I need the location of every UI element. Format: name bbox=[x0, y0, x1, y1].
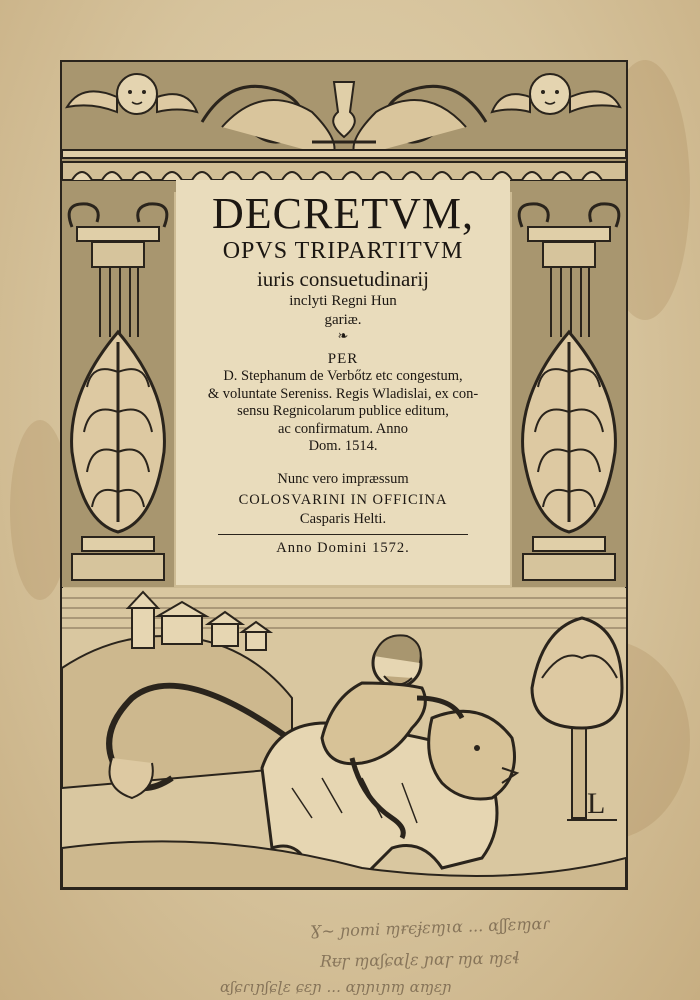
fleuron-icon: ❧ bbox=[337, 329, 349, 344]
body-line-3: sensu Regnicolarum publice editum, bbox=[237, 403, 449, 419]
right-column-ornament bbox=[512, 192, 626, 587]
nunc-line: Nunc vero impræssum bbox=[277, 470, 409, 487]
body-line-5: Dom. 1514. bbox=[308, 438, 378, 454]
handwritten-inscription: Ɣ~ ɲomi ɱɍϵɉɛɱɩɑ ... ɑʃʃɛɱɑɾ bbox=[309, 913, 550, 942]
title-line-4: inclyti Regni Hun bbox=[289, 293, 397, 309]
imprint-year: Anno Domini 1572. bbox=[276, 539, 410, 556]
left-column-ornament bbox=[62, 192, 174, 587]
page-subtitle: OPVS TRIPARTITVM bbox=[222, 238, 464, 264]
title-text-block bbox=[176, 180, 510, 585]
page-title: DECRETVM, bbox=[212, 189, 474, 238]
handwritten-inscription: Rᵾɼ ɱɑʃɕɑɭɛ ɲɑɼ ɱɑ ɱɛɬ bbox=[319, 948, 520, 971]
top-ornament-band bbox=[62, 62, 626, 192]
printer-name: Casparis Helti. bbox=[299, 510, 387, 527]
monogram: L bbox=[587, 787, 606, 820]
title-line-3: iuris consuetudinarij bbox=[256, 267, 430, 291]
body-line-1: D. Stephanum de Verbőtz etc congestum, bbox=[223, 368, 463, 384]
divider bbox=[218, 534, 468, 535]
body-line-2: & voluntate Sereniss. Regis Wladislai, ex con- bbox=[207, 385, 479, 402]
title-line-5: gariæ. bbox=[324, 312, 362, 328]
handwritten-inscription: ɑʃɕɾɩɲʃɕɭɛ ɕɛɲ ... ɑɲɲɩɲɱ ɑɱɛɲ bbox=[220, 978, 452, 996]
samson-lion-woodcut bbox=[62, 588, 626, 888]
body-line-4: ac confirmatum. Anno bbox=[277, 420, 409, 437]
per-line: PER bbox=[327, 351, 359, 367]
printer-line: COLOSVARINI IN OFFICINA bbox=[238, 491, 448, 508]
